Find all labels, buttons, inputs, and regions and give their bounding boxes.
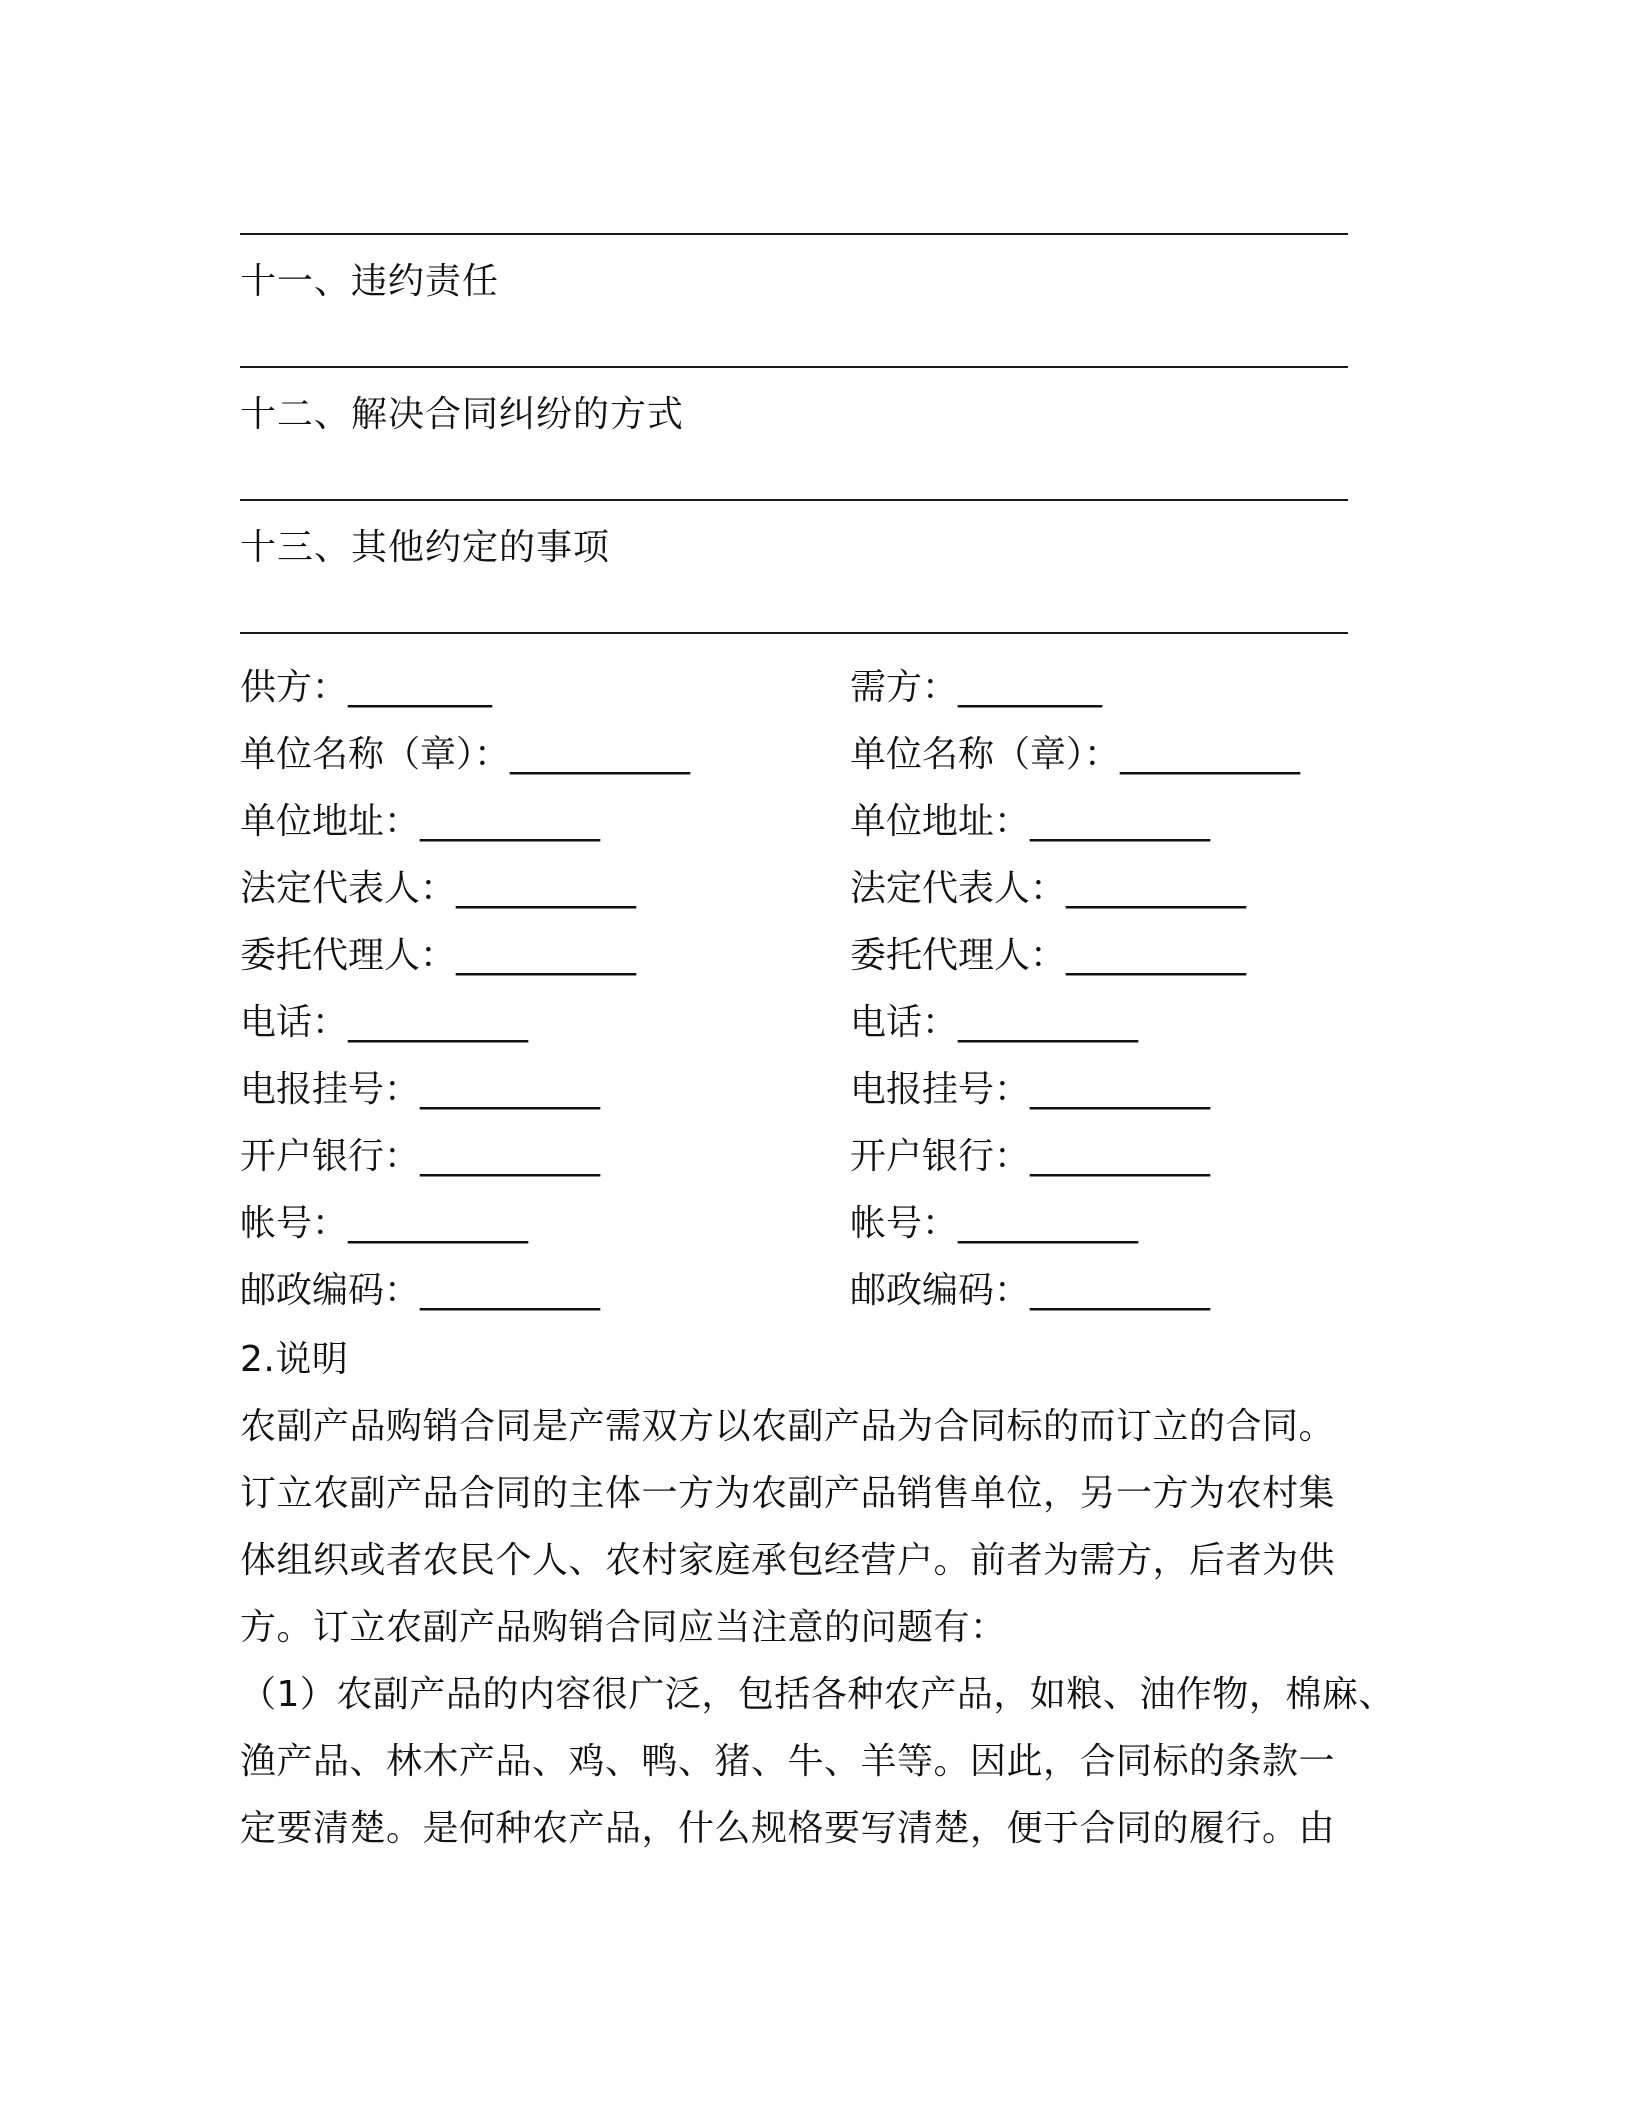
fill-in-line bbox=[240, 233, 1348, 235]
supplier-field: 邮政编码：__________ bbox=[240, 1270, 601, 1311]
explanation-line: 体组织或者农民个人、农村家庭承包经营户。前者为需方，后者为供 bbox=[240, 1540, 1336, 1581]
explanation-line: 订立农副产品合同的主体一方为农副产品销售单位，另一方为农村集 bbox=[240, 1473, 1336, 1514]
supplier-field: 法定代表人：__________ bbox=[240, 868, 637, 909]
explanation-line: 农副产品购销合同是产需双方以农副产品为合同标的而订立的合同。 bbox=[240, 1406, 1336, 1447]
buyer-field: 需方：________ bbox=[850, 667, 1103, 708]
section-heading-dispute-resolution: 十二、解决合同纠纷的方式 bbox=[240, 394, 685, 435]
buyer-field: 邮政编码：__________ bbox=[850, 1270, 1211, 1311]
buyer-field: 电报挂号：__________ bbox=[850, 1069, 1211, 1110]
buyer-field: 单位地址：__________ bbox=[850, 801, 1211, 842]
party-row bbox=[240, 866, 1348, 912]
party-row bbox=[240, 1067, 1348, 1113]
party-row bbox=[240, 665, 1348, 711]
explanation-line: （1）农副产品的内容很广泛，包括各种农产品，如粮、油作物，棉麻、 bbox=[240, 1674, 1395, 1715]
buyer-field: 法定代表人：__________ bbox=[850, 868, 1247, 909]
party-row bbox=[240, 933, 1348, 979]
party-row bbox=[240, 732, 1348, 778]
fill-in-line bbox=[240, 632, 1348, 634]
supplier-field: 开户银行：__________ bbox=[240, 1136, 601, 1177]
explanation-line: 渔产品、林木产品、鸡、鸭、猪、牛、羊等。因此，合同标的条款一 bbox=[240, 1741, 1336, 1782]
party-row bbox=[240, 799, 1348, 845]
supplier-field: 供方：________ bbox=[240, 667, 493, 708]
supplier-field: 单位地址：__________ bbox=[240, 801, 601, 842]
buyer-field: 帐号：__________ bbox=[850, 1203, 1139, 1244]
buyer-field: 开户银行：__________ bbox=[850, 1136, 1211, 1177]
party-row bbox=[240, 1134, 1348, 1180]
supplier-field: 电话：__________ bbox=[240, 1002, 529, 1043]
fill-in-line bbox=[240, 366, 1348, 368]
section-heading-breach-liability: 十一、违约责任 bbox=[240, 261, 500, 302]
explanation-line: 方。订立农副产品购销合同应当注意的问题有： bbox=[240, 1607, 1007, 1648]
section-heading-other-matters: 十三、其他约定的事项 bbox=[240, 527, 611, 568]
party-row bbox=[240, 1000, 1348, 1046]
supplier-field: 委托代理人：__________ bbox=[240, 935, 637, 976]
buyer-field: 委托代理人：__________ bbox=[850, 935, 1247, 976]
explanation-line: 定要清楚。是何种农产品，什么规格要写清楚，便于合同的履行。由 bbox=[240, 1808, 1336, 1849]
supplier-field: 电报挂号：__________ bbox=[240, 1069, 601, 1110]
party-row bbox=[240, 1268, 1348, 1314]
explanation-section bbox=[240, 1326, 1395, 1862]
explanation-title: 2.说明 bbox=[240, 1339, 349, 1380]
party-row bbox=[240, 1201, 1348, 1247]
fill-in-line bbox=[240, 499, 1348, 501]
buyer-field: 单位名称（章）：__________ bbox=[850, 734, 1301, 775]
supplier-field: 帐号：__________ bbox=[240, 1203, 529, 1244]
buyer-field: 电话：__________ bbox=[850, 1002, 1139, 1043]
supplier-field: 单位名称（章）：__________ bbox=[240, 734, 691, 775]
